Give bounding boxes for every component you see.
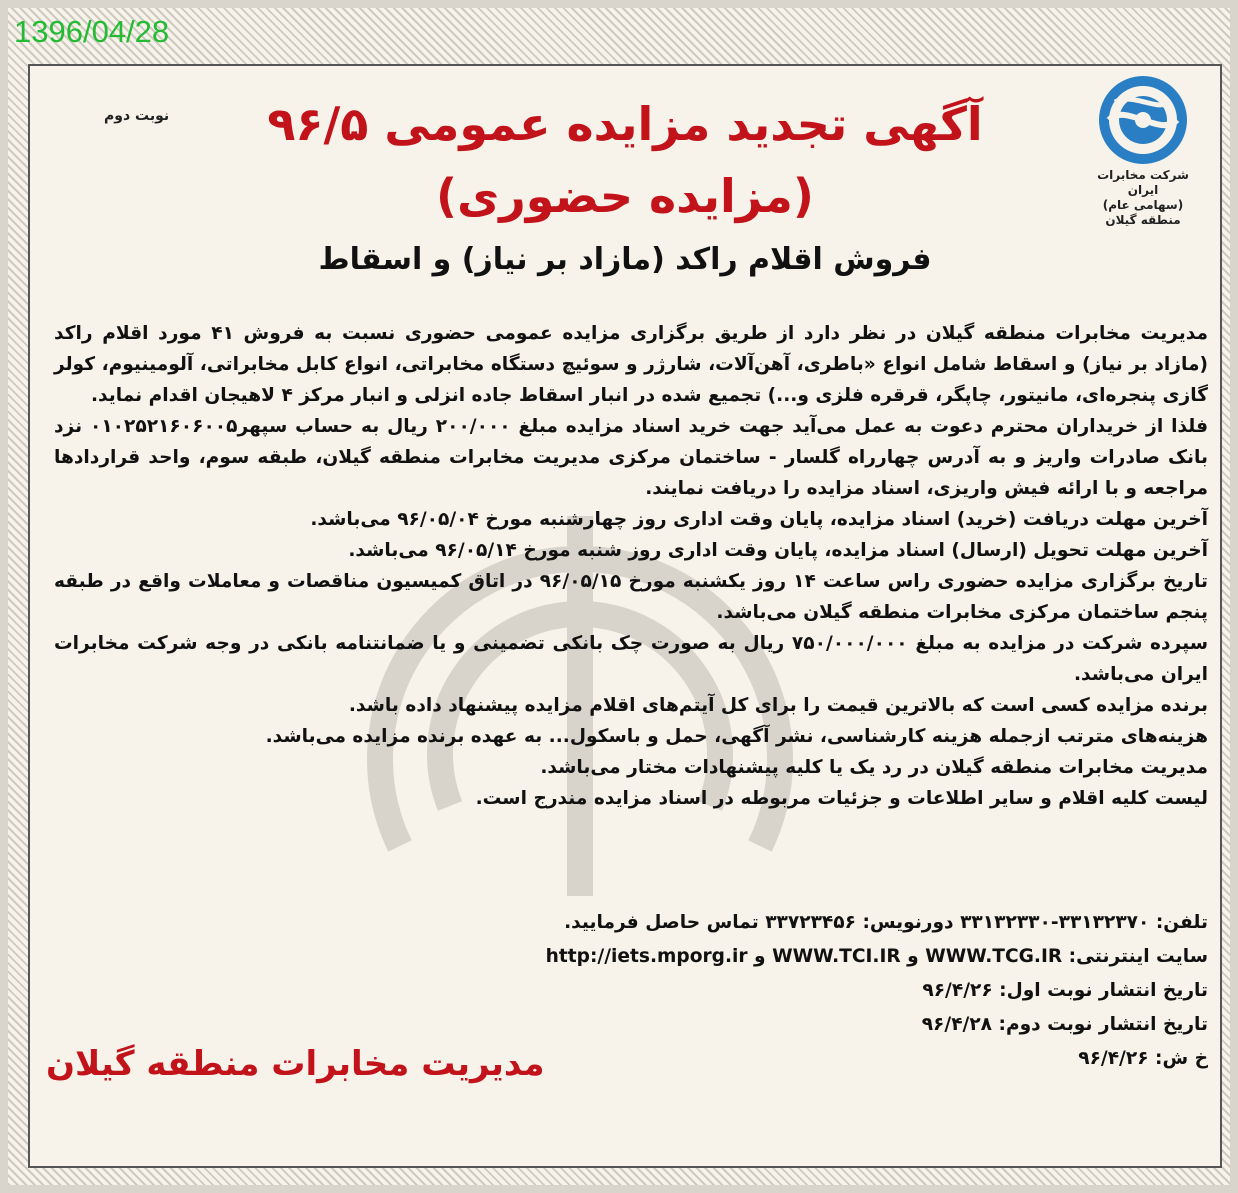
round-label: نوبت دوم — [104, 108, 170, 124]
paragraph-deposit: سپرده شرکت در مزایده به مبلغ ۷۵۰/۰۰۰/۰۰۰ ریال به صورت چک بانکی تضمینی و یا ضمانتنامه بانکی در وجه شرکت مخابرات ایران می‌باشد. — [54, 633, 1209, 685]
second-publish-date: تاریخ انتشار نوبت دوم: ۹۶/۴/۲۸ — [921, 1014, 1208, 1035]
paragraph-winner: برنده مزایده کسی است که بالاترین قیمت را برای کل آیتم‌های اقلام مزایده پیشنهاد داده باشد. — [348, 695, 1208, 716]
date-stamp: 1396/04/28 — [14, 14, 170, 49]
phone-line: تلفن: ۳۳۱۳۲۳۷۰-۳۳۱۳۲۳۳۰ دورنویس: ۳۳۷۲۳۴۵۶ تماس حاصل فرمایید. — [564, 912, 1208, 933]
paragraph-deadline-receive: آخرین مهلت دریافت (خرید) اسناد مزایده، پایان وقت اداری روز چهارشنبه مورخ ۹۶/۰۵/۰۴ می‌باشد. — [310, 509, 1208, 530]
paragraph-deadline-submit: آخرین مهلت تحویل (ارسال) اسناد مزایده، پایان وقت اداری روز شنبه مورخ ۹۶/۰۵/۱۴ می‌باشد. — [348, 540, 1208, 561]
company-logo — [1088, 72, 1198, 228]
newspaper-clipping — [8, 8, 1230, 1185]
telecom-logo-icon — [1095, 72, 1191, 168]
kh-sh-code: خ ش: ۹۶/۴/۲۶ — [1078, 1048, 1208, 1069]
paragraph-rejection: مدیریت مخابرات منطقه گیلان در رد یک یا کلیه پیشنهادات مختار می‌باشد. — [540, 757, 1208, 778]
paragraph-purchase: فلذا از خریداران محترم دعوت به عمل می‌آید جهت خرید اسناد مزایده مبلغ ۲۰۰/۰۰۰ ریال به حساب سپهر۰۱۰۲۵۲۱۶۰۶۰۰۵ نزد بانک صادرات واریز و به آدرس چهارراه گلسار - ساختمان مرکزی مدیریت مخابرات منطقه گیلان، طبقه سوم، واحد قراردادها مراجعه و با ارائه فیش واریزی، اسناد مزایده را دریافت نمایند. — [54, 416, 1208, 499]
logo-company-name: شرکت مخابرات ایران — [1097, 168, 1189, 197]
signature: مدیریت مخابرات منطقه گیلان — [46, 1044, 545, 1084]
paragraph-list: لیست کلیه اقلام و سایر اطلاعات و جزئیات مربوطه در اسناد مزایده مندرج است. — [475, 788, 1208, 809]
title-line-1: آگهی تجدید مزایده عمومی ۹۶/۵ — [267, 97, 983, 151]
contact-info — [488, 906, 1208, 1076]
paragraph-intro: مدیریت مخابرات منطقه گیلان در نظر دارد از طریق برگزاری مزایده عمومی حضوری نسبت به فروش ۴۱ مورد اقلام راکد (مازاد بر نیاز) و اسقاط شامل انواع «باطری، آهن‌آلات، شارژر و سوئیچ دستگاه مخابراتی، انواع کابل مخابراتی، آلومینیوم، کولر گازی پنجره‌ای، مانیتور، چاپگر، قرقره فلزی و...) تجمیع شده در انبار اسقاط جاده انزلی و انبار مرکز ۴ لاهیجان اقدام نماید. — [54, 323, 1208, 406]
advertisement-frame — [28, 64, 1222, 1168]
announcement-body — [54, 318, 1208, 814]
website-line: سایت اینترنتی: WWW.TCG.IR و WWW.TCI.IR و http://iets.mporg.ir — [545, 946, 1208, 967]
logo-region: منطقه گیلان — [1105, 213, 1181, 227]
paragraph-auction-date: تاریخ برگزاری مزایده حضوری راس ساعت ۱۴ روز یکشنبه مورخ ۹۶/۰۵/۱۵ در اتاق کمیسیون مناقصات و معاملات واقع در طبقه پنجم ساختمان مرکزی مخابرات منطقه گیلان می‌باشد. — [54, 571, 1208, 623]
title-line-2: (مزایده حضوری) — [436, 169, 814, 223]
paragraph-costs: هزینه‌های مترتب ازجمله هزینه کارشناسی، نشر آگهی، حمل و باسکول... به عهده برنده مزایده می‌باشد. — [265, 726, 1208, 747]
first-publish-date: تاریخ انتشار نوبت اول: ۹۶/۴/۲۶ — [922, 980, 1208, 1001]
subtitle: فروش اقلام راکد (مازاد بر نیاز) و اسقاط — [318, 242, 932, 277]
logo-company-type: (سهامی عام) — [1102, 198, 1184, 212]
